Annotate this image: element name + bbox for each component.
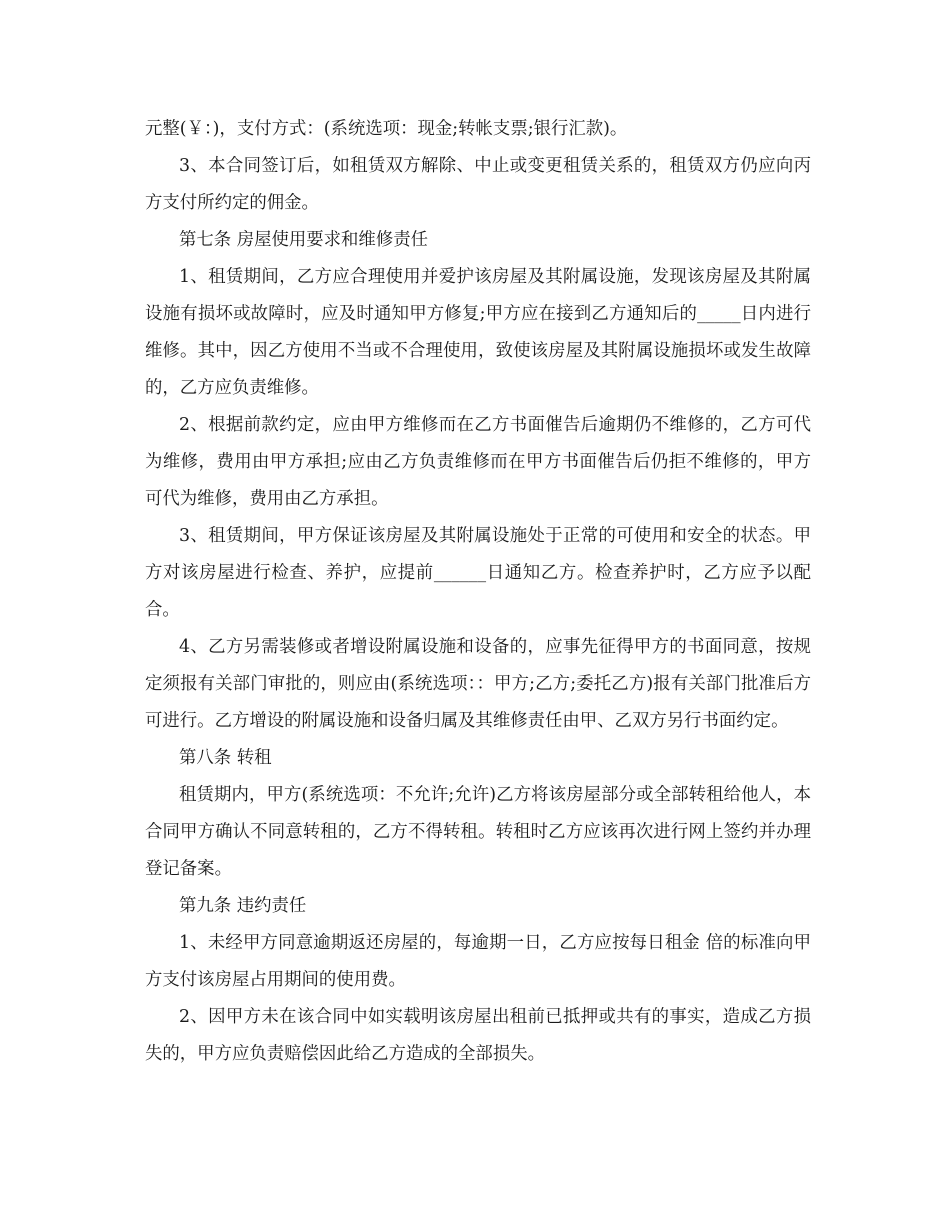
- paragraph-article-8-sublease: 租赁期内，甲方(系统选项：不允许;允许)乙方将该房屋部分或全部转租给他人，本合同甲方确认不同意转租的，乙方不得转租。转租时乙方应该再次进行网上签约并办理登记备案。: [145, 785, 811, 879]
- section-heading-article-9: 第九条 违约责任: [179, 896, 307, 916]
- paragraph-article-7-item-4: 4、乙方另需装修或者增设附属设施和设备的，应事先征得甲方的书面同意，按规定须报有关部门审批的，则应由(系统选项：：甲方;乙方;委托乙方)报有关部门批准后方可进行。乙方增设的附属设施和设备归属及其维修责任由甲、乙双方另行书面约定。: [145, 637, 811, 731]
- paragraph-payment-method: 元整(￥：)，支付方式：(系统选项：现金;转帐支票;银行汇款)。: [145, 119, 628, 139]
- document-body: [145, 111, 811, 1073]
- section-heading-article-7: 第七条 房屋使用要求和维修责任: [179, 230, 428, 250]
- paragraph-article-9-item-1: 1、未经甲方同意逾期返还房屋的，每逾期一日，乙方应按每日租金 倍的标准向甲方支付该房屋占用期间的使用费。: [145, 933, 811, 990]
- paragraph-article-7-item-3: 3、租赁期间，甲方保证该房屋及其附属设施处于正常的可使用和安全的状态。甲方对该房屋进行检查、养护，应提前______日通知乙方。检查养护时，乙方应予以配合。: [145, 526, 811, 620]
- paragraph-article-7-item-2: 2、根据前款约定，应由甲方维修而在乙方书面催告后逾期仍不维修的，乙方可代为维修，费用由甲方承担;应由乙方负责维修而在甲方书面催告后仍拒不维修的，甲方可代为维修，费用由乙方承担。: [145, 415, 811, 509]
- paragraph-article-7-item-1: 1、租赁期间，乙方应合理使用并爱护该房屋及其附属设施，发现该房屋及其附属设施有损坏或故障时，应及时通知甲方修复;甲方应在接到乙方通知后的_____日内进行维修。其中，因乙方使用不当或不合理使用，致使该房屋及其附属设施损坏或发生故障的，乙方应负责维修。: [145, 267, 811, 398]
- section-heading-article-8: 第八条 转租: [179, 748, 272, 768]
- paragraph-article-9-item-2: 2、因甲方未在该合同中如实载明该房屋出租前已抵押或共有的事实，造成乙方损失的，甲方应负责赔偿因此给乙方造成的全部损失。: [145, 1007, 811, 1064]
- paragraph-commission-clause: 3、本合同签订后，如租赁双方解除、中止或变更租赁关系的，租赁双方仍应向丙方支付所约定的佣金。: [145, 156, 811, 213]
